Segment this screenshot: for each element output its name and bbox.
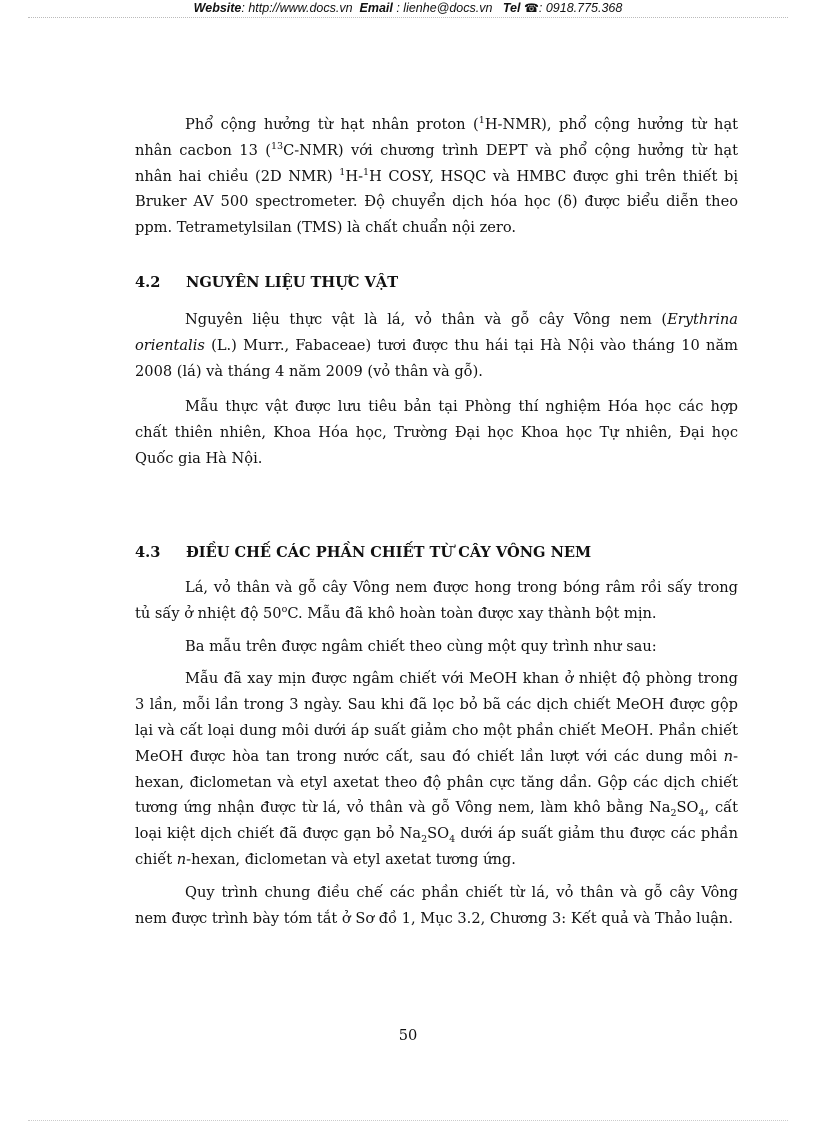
section-title: NGUYÊN LIỆU THỰC VẬT — [186, 274, 399, 291]
paragraph-drying: Lá, vỏ thân và gỗ cây Vông nem được hong trong bóng râm rồi sấy trong tủ sấy ở nhiệt độ 50$^o$C. Mẫu đã khô hoàn toàn được xay thành bột mịn. — [135, 579, 738, 622]
paragraph-specimen: Mẫu thực vật được lưu tiêu bản tại Phòng thí nghiệm Hóa học các hợp chất thiên nhiên, Khoa Hóa học, Trường Đại học Khoa học Tự nhiên, Đại học Quốc gia Hà Nội. — [135, 398, 738, 467]
section-4-2-body — [135, 307, 738, 472]
section-heading — [135, 273, 738, 293]
paragraph-material: Nguyên liệu thực vật là lá, vỏ thân và gỗ cây Vông nem (Erythrina orientalis (L.) Murr., Fabaceae) tươi được thu hái tại Hà Nội vào tháng 10 năm 2008 (lá) và tháng 4 năm 2009 (vỏ thân và gỗ). — [135, 311, 738, 380]
section-4-3 — [135, 543, 738, 563]
phone-icon: ☎ — [523, 1, 539, 15]
paragraph-procedure-intro: Ba mẫu trên được ngâm chiết theo cùng một quy trình như sau: — [185, 637, 657, 655]
intro-section — [135, 112, 738, 241]
section-heading — [135, 543, 738, 563]
footer-divider — [28, 1120, 788, 1121]
website-value[interactable]: : http://www.docs.vn — [241, 1, 353, 15]
website-label: Website — [193, 1, 242, 15]
email-label: Email — [359, 1, 393, 15]
tel-label: Tel — [502, 1, 521, 15]
header-divider — [28, 17, 788, 18]
email-value[interactable]: : lienhe@docs.vn — [396, 1, 493, 15]
page-number: 50 — [398, 1027, 418, 1044]
section-4-2 — [135, 273, 738, 293]
section-4-3-body — [135, 575, 738, 931]
page-header — [0, 0, 816, 18]
paragraph-summary: Quy trình chung điều chế các phần chiết từ lá, vỏ thân và gỗ cây Vông nem được trình bày tóm tắt ở Sơ đồ 1, Mục 3.2, Chương 3: Kết quả và Thảo luận. — [135, 883, 738, 927]
section-number: 4.2 — [135, 274, 161, 291]
intro-paragraph: Phổ cộng hưởng từ hạt nhân proton ($^1$H-NMR), phổ cộng hưởng từ hạt nhân cacbon 13 ($^{13}$C-NMR) với chương trình DEPT và phổ cộng hưởng từ hạt nhân hai chiều (2D NMR) $^1$H-$^1$H COSY, HSQC và HMBC được ghi trên thiết bị Bruker AV 500 spectrometer. Độ chuyển dịch hóa học (δ) được biểu diễn theo ppm. Tetrametylsilan (TMS) là chất chuẩn nội zero. — [135, 115, 739, 237]
paragraph-extraction: Mẫu đã xay mịn được ngâm chiết với MeOH khan ở nhiệt độ phòng trong 3 lần, mỗi lần trong 3 ngày. Sau khi đã lọc bỏ bã các dịch chiết MeOH được gộp lại và cất loại dung môi dưới áp suất giảm cho một phần chiết MeOH. Phần chiết MeOH được hòa tan trong nước cất, sau đó chiết lần lượt với các dung môi n-hexan, điclometan và etyl axetat theo độ phân cực tăng dần. Gộp các dịch chiết tương ứng nhận được từ lá, vỏ thân và gỗ Vông nem, làm khô bằng $Na_2SO_4$, cất loại kiệt dịch chiết đã được gạn bỏ $Na_2SO_4$ dưới áp suất giảm thu được các phần chiết n-hexan, điclometan và etyl axetat tương ứng. — [135, 670, 738, 868]
section-number: 4.3 — [135, 544, 161, 561]
section-title: ĐIỀU CHẾ CÁC PHẦN CHIẾT TỪ CÂY VÔNG NEM — [186, 544, 592, 561]
tel-value: : 0918.775.368 — [538, 1, 623, 15]
